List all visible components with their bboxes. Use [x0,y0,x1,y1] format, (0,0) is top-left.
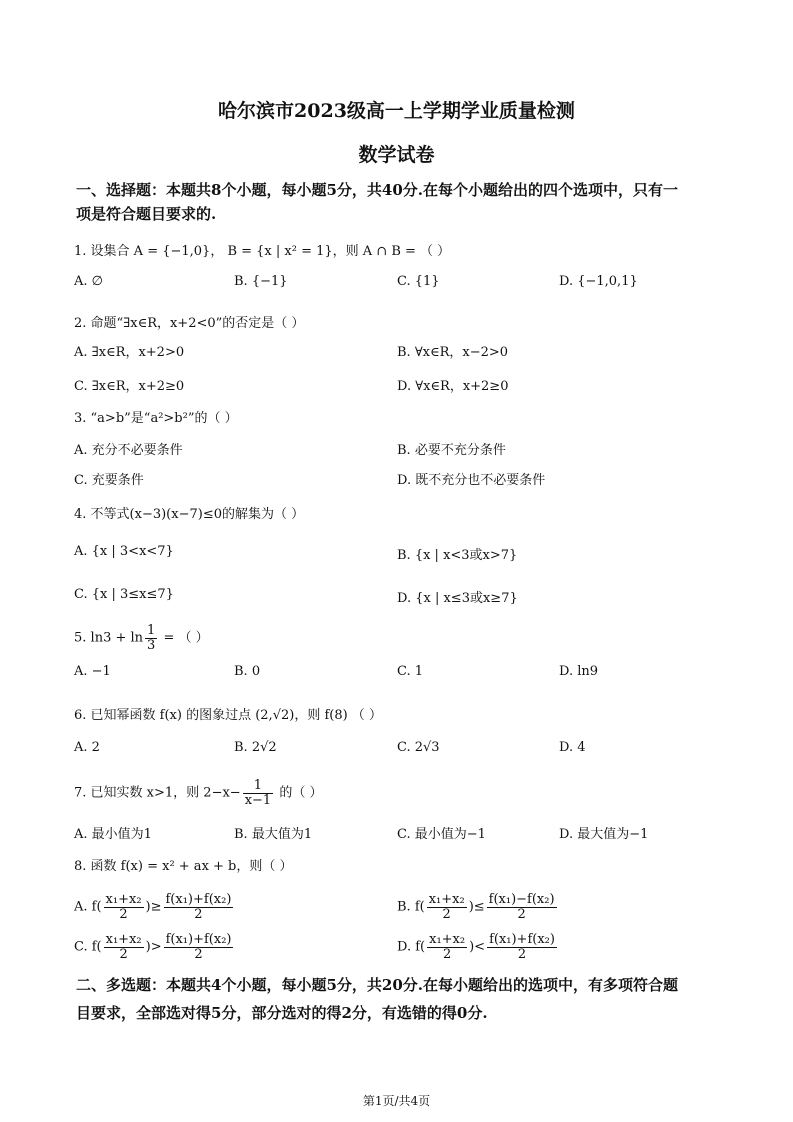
q8-b-left-num: x₁+x₂ [428,892,465,907]
q7-fraction [243,779,274,807]
q5-option-b: B. 0 [234,664,261,679]
q8-c-mid: )> [145,939,162,955]
q4-option-c: C. {x | 3≤x≤7} [74,587,174,602]
q5-stem-pre: 5. ln3 + ln [74,630,144,646]
q3-option-b: B. 必要不充分条件 [397,443,506,458]
page-subtitle: 数学试卷 [358,144,435,166]
q5-option-a: A. −1 [74,664,111,679]
q1-option-b: B. {−1} [234,274,288,289]
q8-b-right-num: f(x₁)−f(x₂) [488,892,555,907]
q2-option-b: B. ∀x∈R，x−2>0 [397,345,509,360]
q8-d-left-den: 2 [442,946,452,962]
q6-option-b: B. 2√2 [234,740,277,755]
section2-line1: 二、多选题：本题共4个小题，每小题5分，共20分.在每小题给出的选项中，有多项符合题 [76,976,678,994]
q5-stem-post: = （ ） [159,630,209,646]
q8-b-left-frac [427,893,467,921]
q8-option-b [397,893,559,921]
q4-option-b: B. {x | x<3或x>7} [397,548,518,563]
q4-stem: 4. 不等式(x−3)(x−7)≤0的解集为（ ） [74,507,305,522]
q8-a-left-num: x₁+x₂ [105,892,142,907]
q5-option-d: D. ln9 [559,664,599,679]
q8-b-pre: B. f( [397,899,425,915]
q8-b-right-den: 2 [517,906,526,922]
q8-a-pre: A. f( [74,899,102,915]
q5-frac-den: 3 [147,637,156,653]
page-title: 哈尔滨市2023级高一上学期学业质量检测 [218,100,575,122]
q8-c-pre: C. f( [74,939,102,955]
q8-option-c [74,933,235,961]
section1-line1: 一、选择题：本题共8个小题，每小题5分，共40分.在每个小题给出的四个选项中，只有一 [76,181,678,199]
q2-option-d: D. ∀x∈R，x+2≥0 [397,379,509,394]
q8-a-right-den: 2 [194,906,203,922]
q8-d-mid: )< [469,939,486,955]
q8-d-right-frac [487,933,557,961]
q8-c-left-num: x₁+x₂ [105,932,142,947]
q5-option-c: C. 1 [397,664,424,679]
q4-option-a: A. {x | 3<x<7} [74,544,174,559]
q2-stem: 2. 命题“∃x∈R，x+2<0”的否定是（ ） [74,316,305,331]
q6-option-c: C. 2√3 [397,740,440,755]
q8-a-right-num: f(x₁)+f(x₂) [165,892,232,907]
q1-stem: 1. 设集合 A = {−1,0}， B = {x | x² = 1}，则 A ∩ B = （ ） [74,244,451,259]
q8-a-right-frac [164,893,234,921]
section2-line2: 目要求，全部选对得5分，部分选对的得2分，有选错的得0分. [76,1004,488,1022]
q8-c-right-num: f(x₁)+f(x₂) [165,932,232,947]
q8-c-left-frac [104,933,144,961]
q3-option-c: C. 充要条件 [74,473,144,488]
q1-option-d: D. {−1,0,1} [559,274,638,289]
q5-stem [74,624,209,652]
q8-b-right-frac [487,893,557,921]
q3-stem: 3. “a>b”是“a²>b²”的（ ） [74,411,238,426]
q8-d-right-num: f(x₁)+f(x₂) [489,932,555,947]
q7-option-b: B. 最大值为1 [234,827,313,842]
q1-option-a: A. ∅ [74,274,103,289]
q4-option-d: D. {x | x≤3或x≥7} [397,591,518,606]
q3-option-d: D. 既不充分也不必要条件 [397,473,546,488]
q7-option-c: C. 最小值为−1 [397,827,486,842]
q8-a-mid: )≥ [145,899,162,915]
q7-option-a: A. 最小值为1 [74,827,152,842]
q8-option-d [397,933,559,961]
q8-c-left-den: 2 [119,946,128,962]
q8-b-left-den: 2 [442,906,451,922]
q8-option-a [74,893,235,921]
q7-stem-post: 的（ ） [275,785,323,801]
q8-stem: 8. 函数 f(x) = x² + ax + b，则（ ） [74,859,293,874]
q6-stem: 6. 已知幂函数 f(x) 的图象过点 (2,√2)，则 f(8) （ ） [74,708,382,723]
q5-fraction [145,624,157,652]
q7-frac-den: x−1 [244,792,272,808]
section1-line2: 项是符合题目要求的. [76,205,217,223]
page-footer: 第1页/共4页 [362,1094,431,1108]
q6-option-a: A. 2 [74,740,100,755]
q8-c-right-den: 2 [194,946,203,962]
q8-a-left-frac [104,893,144,921]
q7-stem [74,779,322,807]
q2-option-c: C. ∃x∈R，x+2≥0 [74,379,185,394]
q1-option-c: C. {1} [397,274,440,289]
q8-c-right-frac [164,933,234,961]
q3-option-a: A. 充分不必要条件 [74,443,183,458]
q5-frac-num: 1 [147,623,156,638]
q7-stem-pre: 7. 已知实数 x>1，则 2−x− [74,785,241,801]
q7-option-d: D. 最大值为−1 [559,827,649,842]
q7-frac-num: 1 [243,779,274,794]
q2-option-a: A. ∃x∈R，x+2>0 [74,345,185,360]
q8-d-pre: D. f( [397,939,426,955]
q8-a-left-den: 2 [119,906,128,922]
q8-d-left-frac [427,933,467,961]
q6-option-d: D. 4 [559,740,586,755]
q8-d-left-num: x₁+x₂ [429,932,466,947]
q8-d-right-den: 2 [517,946,527,962]
q8-b-mid: )≤ [468,899,485,915]
